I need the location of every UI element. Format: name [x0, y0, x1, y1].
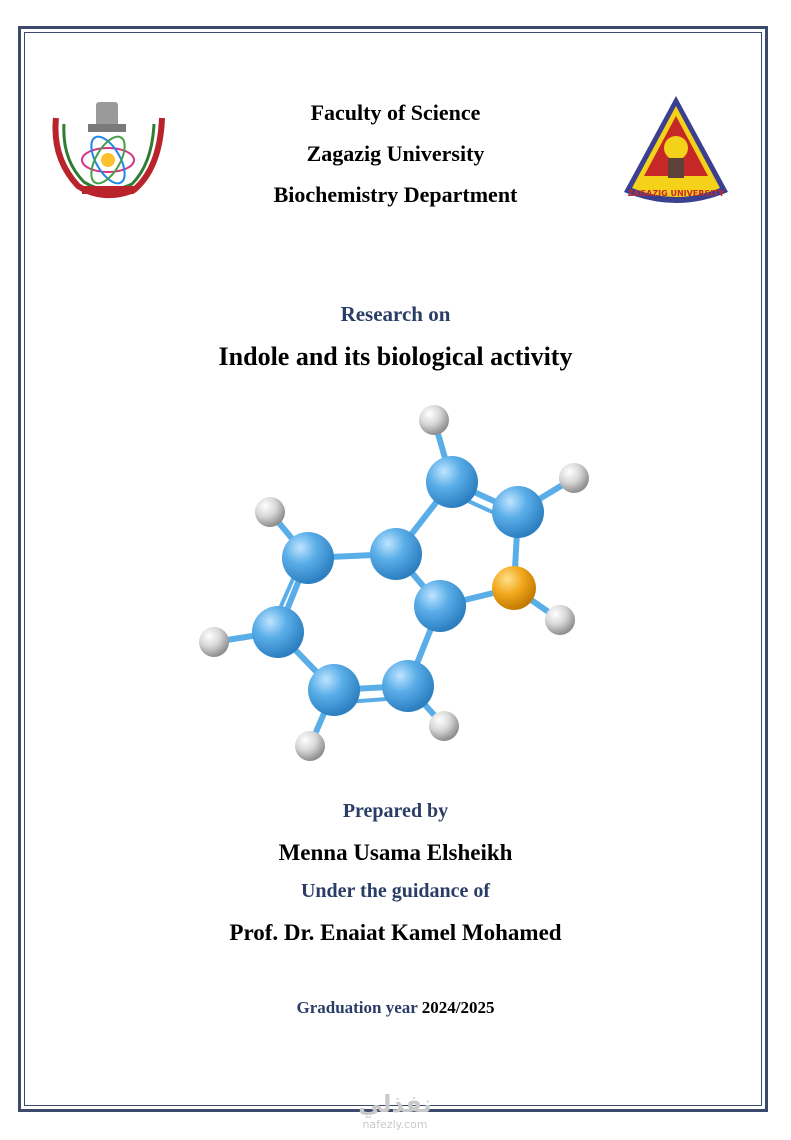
nafezly-watermark	[340, 1090, 450, 1140]
graduation-year-value: 2024/2025	[421, 998, 495, 1017]
department-name: Biochemistry Department	[273, 182, 518, 207]
faculty-name: Faculty of Science	[310, 100, 481, 125]
supervisor-name: Prof. Dr. Enaiat Kamel Mohamed	[229, 920, 562, 945]
graduation-year	[0, 998, 791, 1018]
graduation-year-label: Graduation year	[296, 998, 418, 1017]
university-name: Zagazig University	[306, 141, 485, 166]
right-logo-text: ZAGAZIG UNIVERSITY	[627, 189, 725, 198]
author-name: Menna Usama Elsheikh	[278, 840, 513, 865]
guidance-label: Under the guidance of	[300, 880, 491, 902]
institution-header	[0, 92, 791, 215]
research-intro: Research on	[340, 302, 451, 326]
watermark-arabic-text: نفذلي	[358, 1090, 432, 1118]
indole-ball-and-stick-model-icon	[196, 396, 596, 766]
prepared-by-label: Prepared by	[342, 800, 449, 822]
research-title: Indole and its biological activity	[218, 342, 573, 371]
watermark-url: nafezly.com	[362, 1118, 428, 1131]
